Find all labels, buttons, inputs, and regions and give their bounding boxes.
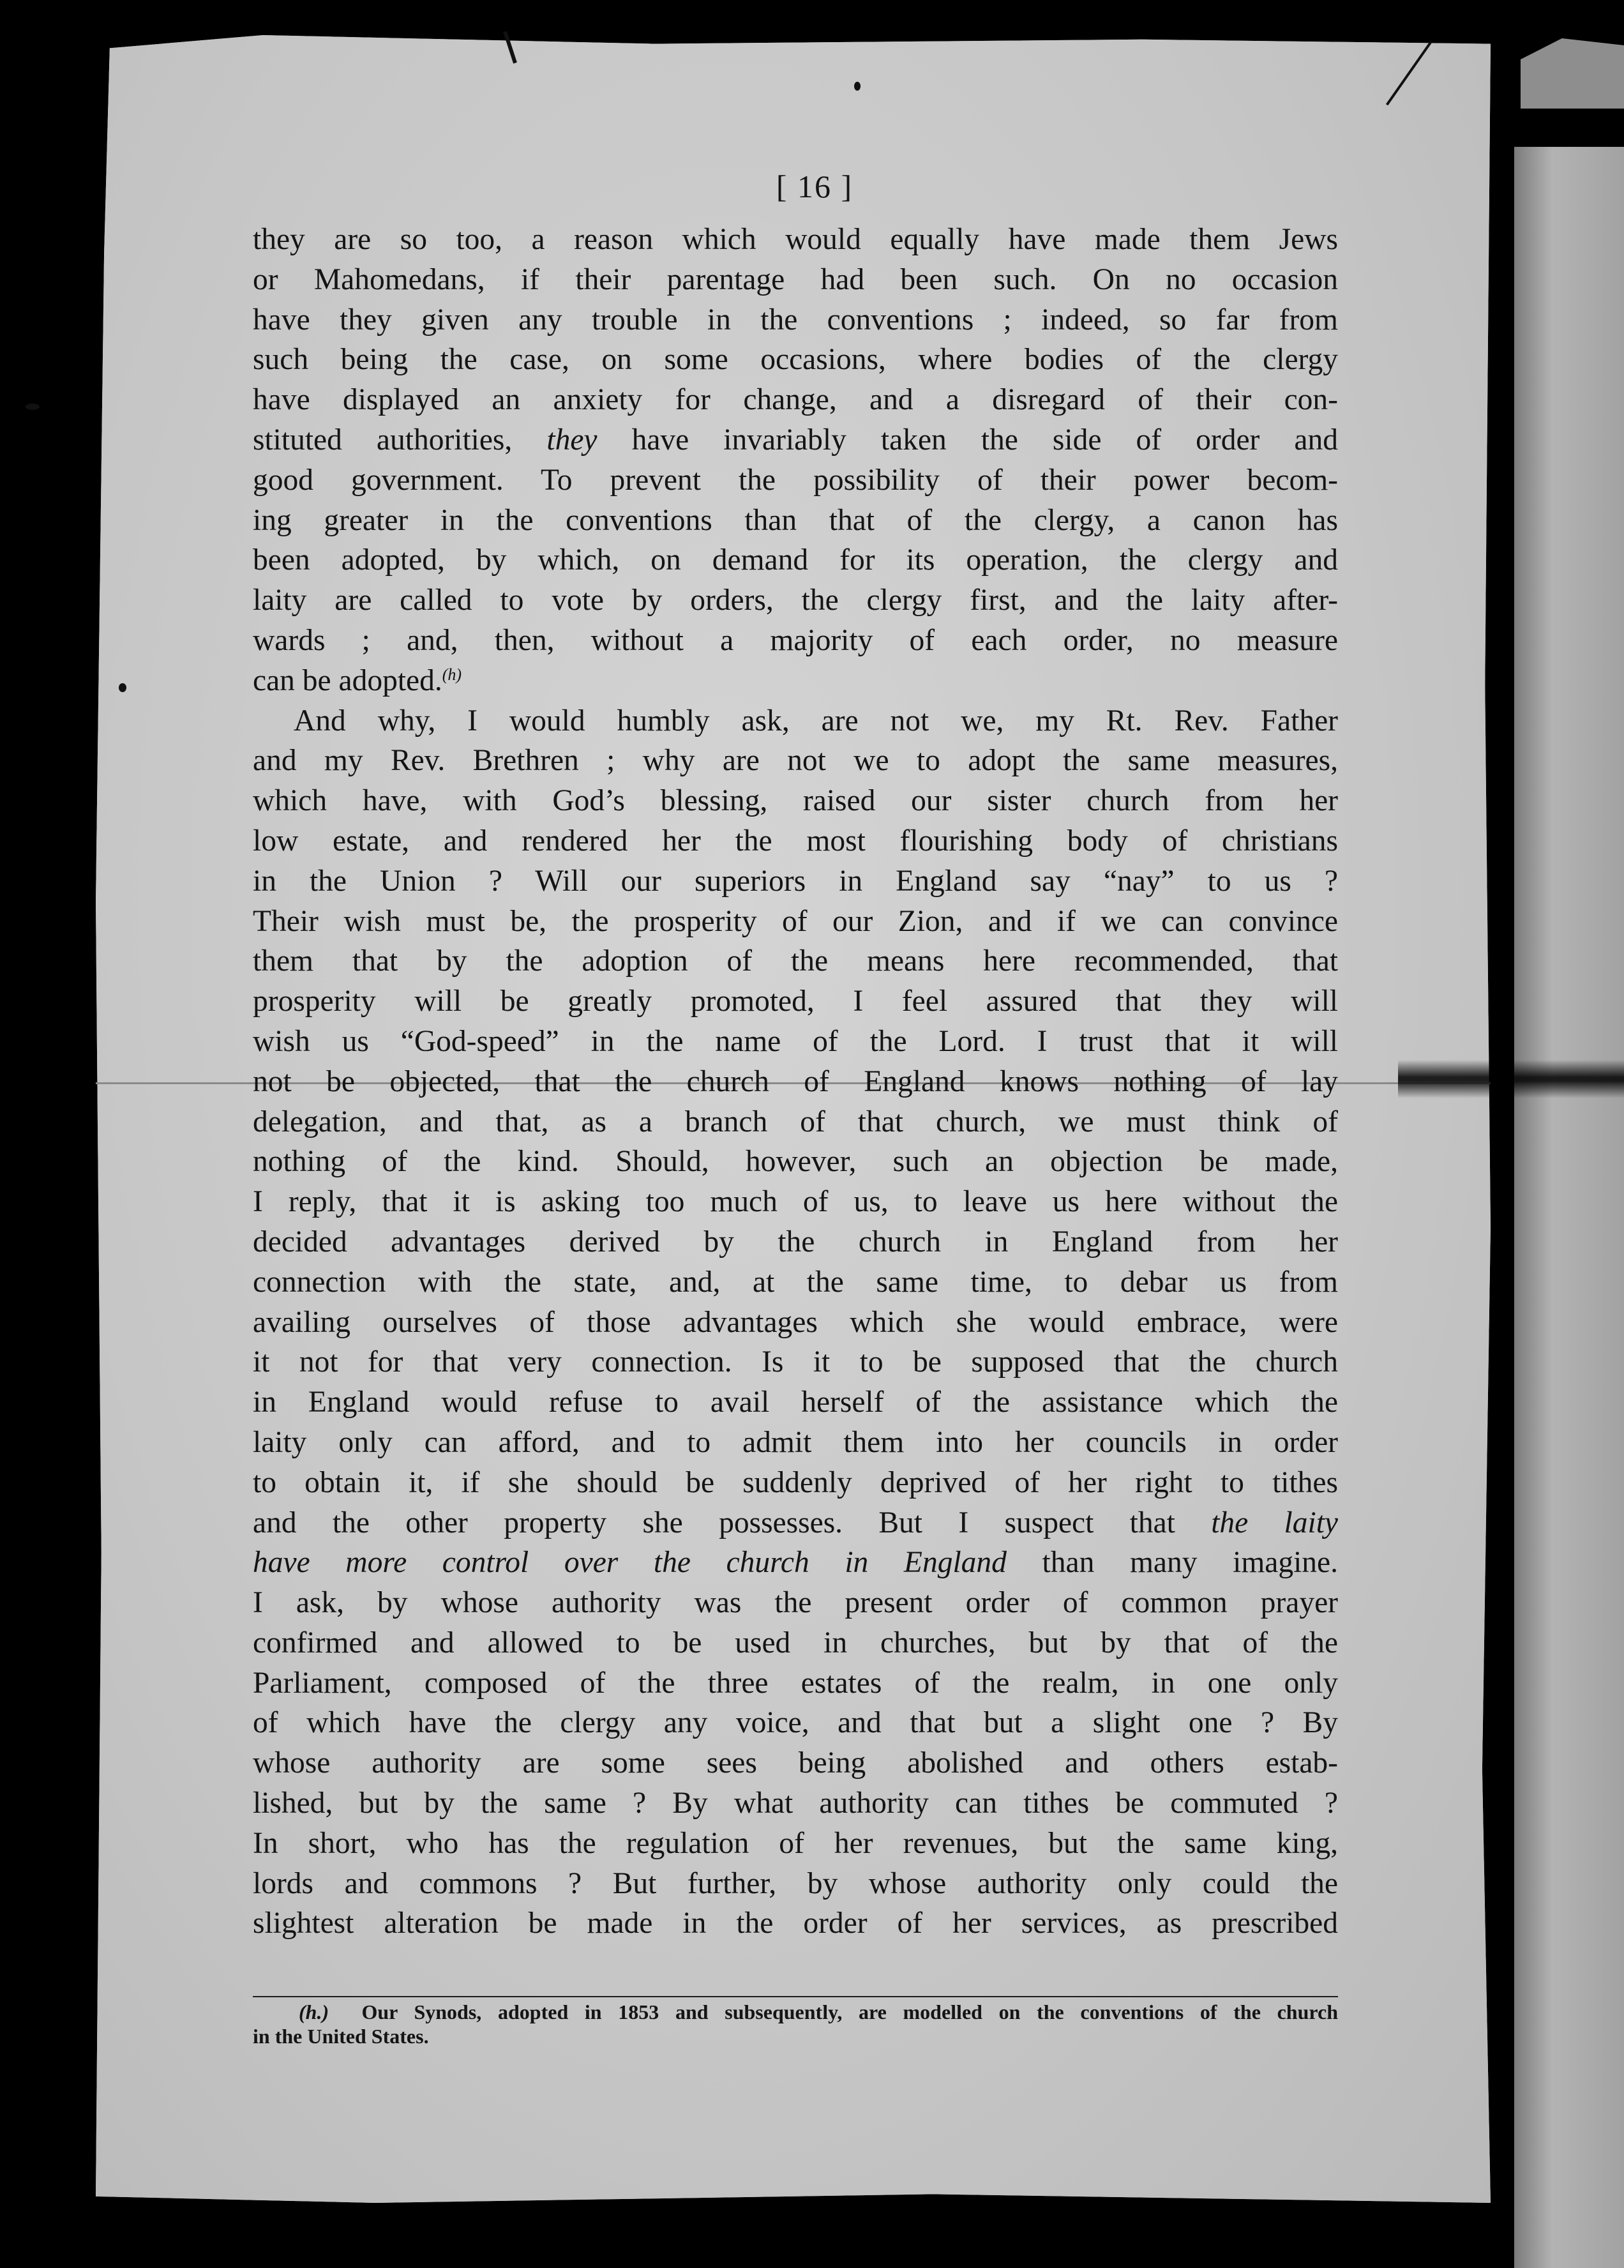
text-line: lords and commons ? But further, by whose authority only could the	[253, 1866, 1338, 1900]
text-line: to obtain it, if she should be suddenly deprived of her right to tithes	[253, 1465, 1338, 1499]
text-line: I ask, by whose authority was the present order of common prayer	[253, 1586, 1338, 1620]
text-line: decided advantages derived by the church in England from her	[253, 1225, 1338, 1259]
adjacent-page-edge	[1514, 147, 1624, 2268]
footnote-label: (h.)	[299, 2000, 329, 2023]
text-fragment: and the other property she possesses. But I suspect that	[253, 1506, 1175, 1539]
text-line: have displayed an anxiety for change, and a disregard of their con-	[253, 383, 1338, 417]
text-line	[253, 1503, 1338, 1543]
text-line: good government. To prevent the possibility of their power becom-	[253, 463, 1338, 497]
text-line: availing ourselves of those advantages which she would embrace, were	[253, 1305, 1338, 1339]
text-line: connection with the state, and, at the same time, to debar us from	[253, 1265, 1338, 1299]
text-line: of which have the clergy any voice, and that but a slight one ? By	[253, 1706, 1338, 1740]
text-line: which have, with God’s blessing, raised our sister church from her	[253, 784, 1338, 818]
text-line: Parliament, composed of the three estates of the realm, in one only	[253, 1666, 1338, 1700]
footnote-divider	[253, 1996, 1338, 1997]
ink-speck	[854, 82, 861, 91]
text-line: not be objected, that the church of England knows nothing of lay	[253, 1064, 1338, 1098]
italic-word: they	[546, 423, 598, 457]
text-fragment: stituted authorities,	[253, 423, 513, 457]
text-line: confirmed and allowed to be used in churches, but by that of the	[253, 1626, 1338, 1659]
text-fragment: have invariably taken the side of order and	[631, 423, 1338, 457]
ink-speck	[26, 404, 40, 410]
paragraph-2	[253, 701, 1338, 1944]
text-line: lished, but by the same ? By what authority can tithes be commuted ?	[253, 1787, 1338, 1820]
paper-fold-shadow	[1398, 1060, 1624, 1098]
text-line: slightest alteration be made in the order of her services, as prescribed	[253, 1907, 1338, 1940]
text-line: wish us “God-speed” in the name of the Lord. I trust that it will	[253, 1024, 1338, 1058]
text-line: In short, who has the regulation of her revenues, but the same king,	[253, 1826, 1338, 1860]
text-line: Their wish must be, the prosperity of our Zion, and if we can convince	[253, 904, 1338, 938]
text-fragment: than many imagine.	[1042, 1546, 1339, 1580]
text-line: low estate, and rendered her the most flourishing body of christians	[253, 824, 1338, 858]
text-line: delegation, and that, as a branch of that church, we must think of	[253, 1105, 1338, 1138]
text-line	[253, 661, 1338, 701]
paragraph-1	[253, 220, 1338, 701]
text-line: them that by the adoption of the means here recommended, that	[253, 944, 1338, 978]
footnote-line	[253, 2000, 1338, 2024]
text-line: prosperity will be greatly promoted, I feel assured that they will	[253, 985, 1338, 1018]
adjacent-page-edge-top	[1521, 38, 1624, 109]
footnote-text: Our Synods, adopted in 1853 and subsequently, are modelled on the conventions of the church	[361, 2000, 1338, 2023]
text-line: been adopted, by which, on demand for its operation, the clergy and	[253, 543, 1338, 577]
text-line: laity only can afford, and to admit them into her councils in order	[253, 1425, 1338, 1459]
text-fragment: can be adopted.	[253, 663, 442, 697]
text-line: nothing of the kind. Should, however, such an objection be made,	[253, 1145, 1338, 1179]
text-line: such being the case, on some occasions, where bodies of the clergy	[253, 343, 1338, 377]
text-line: laity are called to vote by orders, the clergy first, and the laity after-	[253, 584, 1338, 617]
footnote-reference: (h)	[442, 665, 462, 684]
page-content	[253, 167, 1338, 1944]
text-line: in the Union ? Will our superiors in England say “nay” to us ?	[253, 864, 1338, 898]
text-line: in England would refuse to avail herself of the assistance which the	[253, 1386, 1338, 1419]
footnote-line: in the United States.	[253, 2025, 429, 2048]
text-line: it not for that very connection. Is it to be supposed that the church	[253, 1345, 1338, 1379]
text-line: and my Rev. Brethren ; why are not we to adopt the same measures,	[253, 744, 1338, 778]
text-line	[253, 420, 1338, 460]
text-line: have they given any trouble in the conventions ; indeed, so far from	[253, 303, 1338, 336]
text-line: or Mahomedans, if their parentage had been such. On no occasion	[253, 262, 1338, 296]
text-line: whose authority are some sees being abolished and others estab-	[253, 1746, 1338, 1780]
footnote	[253, 2000, 1338, 2048]
page-number: [ 16 ]	[776, 169, 853, 204]
text-line: they are so too, a reason which would equally have made them Jews	[253, 223, 1338, 256]
text-line	[253, 1543, 1338, 1583]
italic-phrase: the laity	[1211, 1506, 1338, 1539]
text-line: I reply, that it is asking too much of us, to leave us here without the	[253, 1185, 1338, 1219]
text-line: And why, I would humbly ask, are not we, my Rt. Rev. Father	[294, 704, 1338, 737]
ink-speck	[119, 683, 126, 692]
text-line: wards ; and, then, without a majority of each order, no measure	[253, 623, 1338, 657]
italic-phrase: have more control over the church in England	[253, 1546, 1007, 1580]
text-line: ing greater in the conventions than that of the clergy, a canon has	[253, 503, 1338, 537]
